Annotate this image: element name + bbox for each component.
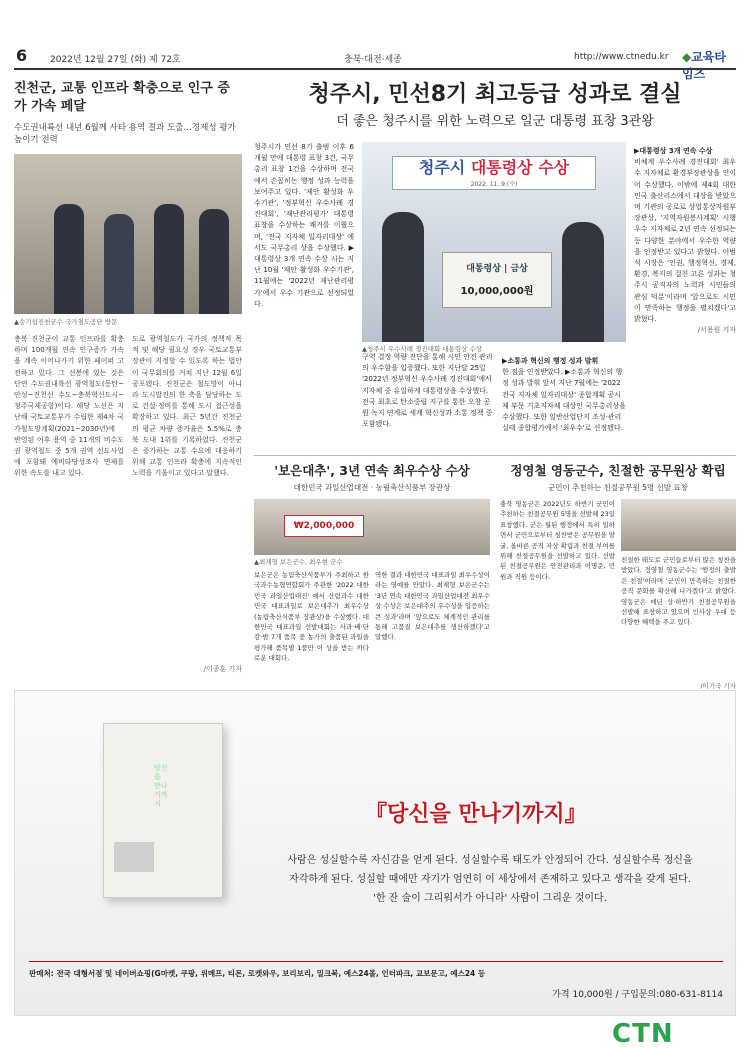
- article-yeongdong: [500, 462, 736, 690]
- left-photo-caption: ▲송기섭진천군수 국가철도공단 방문: [14, 318, 118, 326]
- main-byline: /서용원 기자: [697, 326, 736, 335]
- award-banner: [392, 156, 596, 190]
- plaque-title: 대통령상 | 금상: [466, 264, 528, 274]
- article-boeun-caption: ▲최재형 보은군수, 최우현 군수: [254, 558, 343, 566]
- site-url[interactable]: http://www.ctnedu.kr: [574, 52, 669, 62]
- secondary-articles: [254, 455, 736, 690]
- left-article-subtitle: 수도권내륙선 내년 6월께 사타 용역 결과 도출…경제성 평가 높이기 전력: [14, 123, 236, 145]
- ad-description: [255, 851, 725, 908]
- author-photo: [114, 842, 154, 872]
- person-figure: [104, 214, 134, 314]
- ad-sales-strip: [29, 961, 723, 979]
- page-number: 6: [16, 46, 28, 65]
- ad-title: 『당신을 만나기까지』: [365, 802, 587, 827]
- main-article-photo: [362, 142, 626, 342]
- ctn-logo: CTN: [612, 1019, 674, 1049]
- ad-text-line: 자각하게 된다. 성실할 때에만 자기가 엄연히 이 세상에서 존재하고 있다고 생각을 갖게 된다.: [289, 874, 691, 885]
- section-heading: ▶대통령상 3개 연속 수상: [634, 147, 713, 155]
- article-yeongdong-photo: [621, 499, 736, 551]
- person-figure: [562, 222, 604, 342]
- article-yeongdong-subtitle: 군민이 추천하는 친절공무원 5명 선발 표창: [548, 483, 688, 492]
- article-boeun-col-1: 보은군은 농림축산식품부가 주최하고 한국과수농협연합회가 주관한 '2022 대한민국 과일산업대전' 에서 산림과수 대한민국 대표과일로 보은대추가 최우수상(농림축산식품부 장관상)을 수상했다. 대한민국 대표과일 선발대회는 사과·배·단감·밤 7개 품목 중 농가의 출품된 과일을 평가해 품목별 1품만 이 상을 받는 까다로운 대회다.: [254, 571, 369, 663]
- left-article-title: 진천군, 교통 인프라 확충으로 인구 증가 가속 페달: [14, 81, 230, 114]
- main-article-subtitle: 더 좋은 청주시를 위한 노력으로 일군 대통령 표창 3관왕: [336, 114, 654, 129]
- page-header: [14, 44, 736, 81]
- brand-logo: [682, 48, 736, 82]
- plaque-amount: 10,000,000원: [460, 286, 534, 297]
- main-col-right-text: 비체계 우수사례 경진대회' 최우수 지자체로 환경부장관상을 연이어 수상했다. 이밖에 제4회 대한민국 출산리스에서 대상을 받았으며 기관의 공로로 상업통상자원부 장관상, '지역자원봉사계획' 시행 우수 지자체로 2년 연속 선정되는 등 다양한 분야에서 우수한 역량을 인정받고 있다고 밝혔다. 이범석 시장은 '인권, 행정혁신, 경제, 환경, 복지의 걸친 고른 성과는 청주시 공직자의 노력과 시민들의 관심 덕분'이라며 '앞으로도 시민이 만족하는 행정을 펼치겠다'고 밝혔다.: [634, 158, 736, 324]
- article-yeongdong-title: 정영철 영동군수, 친절한 공무원상 확립: [510, 463, 726, 478]
- article-yeongdong-byline: /이기국 기자: [700, 682, 736, 690]
- article-boeun-title: '보은대추', 3년 연속 최우수상 수상: [274, 463, 470, 478]
- banner-highlight: 대통령상 수상: [470, 158, 570, 177]
- brand-icon: ◆: [682, 50, 692, 64]
- main-col-mid2-text: 한 점을 인정받았다. ▶소통과 혁신의 행정 성과 발휘 앞서 지난 7월에는 '2022 전국 지자체 일자리대상' 종합계획 공시제 부문 기초지자체 대상인 국무총리상을 수상했다. 또한 일반산업단지 조성·관리 실태 종합평가에서 '최우수'로 선정됐다.: [502, 368, 626, 433]
- ad-text-line: '한 잔 술이 그리워서가 아니라' 사람이 그리운 것이다.: [373, 893, 607, 904]
- book-cover: [103, 723, 223, 898]
- person-figure: [382, 212, 424, 342]
- article-yeongdong-col-2: 친절한 태도로 군민들로부터 많은 칭찬을 받았다. 정영철 영동군수는 '행정의 출발은 친절'이라며 '군민이 만족하는 친절한 공직 문화를 확산해 나가겠다'고 밝혔다. 영동군은 매년 상·하반기 친절공무원을 선발해 표창하고 있으며 인사상 우대 등 다양한 혜택을 주고 있다.: [621, 556, 736, 627]
- article-boeun: [254, 462, 490, 676]
- award-check: ₩2,000,000: [284, 515, 364, 537]
- main-photo-caption: ▲청주시 우수사례 경진대회 대통령상 수상: [362, 345, 483, 353]
- article-boeun-photo: [254, 499, 490, 555]
- main-col-mid: 구역 결정 역량 진단을 통해 시민 안전 관리의 우수함을 입증했다. 또한 지난달 25일 '2022년 정부혁신 우수사례 경진대회'에서 지자체 중 유일하게 대통령상을 수상했다. 전국 최초로 탄소중립 지구를 통한 오창 공원 녹지 연계로 세계 혁신성과 소통 정책 중 포함됐다.: [362, 353, 493, 429]
- main-article: [254, 80, 736, 450]
- left-col-1: 충북 진천군이 교통 인프라를 확충하며 100개월 연속 인구증가 가속을 계속 이어나가기 위한 페이퍼 고전하고 있다. 그 선봉에 있는 것은 단연 수도권내륙선 광역철도(동탄~안성~진천선 수도~충북혁신도시~청주국제공항)이다. 해당 노선은 지난해 국토교통부가 수립한 제4차 국가철도망계획(2021~2030년)에 반영된 이후 용역 중 11개의 비수도권 광역철도 중 5개 권역 선도사업에 포함돼 예비타당성조사 면제를 위한 속도를 내고 있다.: [14, 335, 124, 478]
- article-yeongdong-col-1: 충북 영동군은 2022년도 하반기 군민이 추천하는 친절공무원 5명을 선발해 23일 표창했다. 군은 월된 행정에서 특히 일하면서 군민으로부터 칭찬받은 공무원을 발굴, 올바른 공직 자상 확립과 친절 부여를 위해 친절공무원을 선발하고 있다. 선발된 친절공무원은 안전관리과 이명준, 민원과 직원 등이다.: [500, 500, 615, 581]
- section-heading: ▶소통과 혁신의 행정 성과 발휘: [502, 357, 599, 365]
- ad-price: 가격 10,000원 / 구입문의:080-631-8114: [552, 990, 723, 1000]
- person-figure: [54, 204, 84, 314]
- region-label: 충북·대전·세종: [344, 55, 402, 65]
- issue-date: 2022년 12월 27일 (화) 제 72호: [50, 55, 181, 65]
- article-boeun-subtitle: 대한민국 과일산업대전 · 농림축산식품부 장관상: [293, 483, 451, 492]
- brand-name: 교육타임즈: [682, 50, 727, 81]
- book-cover-title: 당신을 만나기까지: [154, 764, 168, 808]
- main-col-mid2: [502, 352, 626, 450]
- left-article: [14, 80, 242, 680]
- banner-prefix: 청주시: [418, 158, 466, 177]
- person-figure: [199, 209, 229, 314]
- left-article-photo: [14, 154, 242, 314]
- main-col-left: 청주시가 민선 8기 출범 이후 6개월 만에 대통령 표창 3건, 국무총리 표창 1건을 수상하며 전국에서 손꼽히는 행정 성과 능력을 보여주고 있다. '제안 활성화 우수기관', '정부혁신 우수사례 경진대회', '재난관리평가' 대통령 표창을 수상하는 쾌거를 이뤘으며, '전국 지자체 일자리대상' 에서도 국무총리 상을 수상했다. ▶대통령상 3개 연속 수상 시는 지난 10월 '제안 활성화 우수기관', 11월에는 '2022년 재난관리평가'에서 우수 기관으로 선정되었다.: [254, 143, 354, 308]
- ad-text-line: 사람은 성실할수록 자신감을 얻게 된다. 성실할수록 태도가 안정되어 간다. 성실할수록 정신을: [287, 855, 693, 866]
- left-byline: /이종훈 기자: [203, 665, 242, 673]
- left-col-2: 도로 광역철도가 국가의 정책적 목적 및 해당 필요성 경우 국토교통부 장관이 지정할 수 있도록 하는 법안이 국무회의를 거쳐 지난 12월 6일 공포됐다. 진천군은 철도망이 아니라 도시발전의 한 축을 담당하는 도로 건설·정비를 통해 도시 접근성을 확장하고 있다. 최근 5년간 진천군의 평균 차량 증가율은 5.5%로 충북 도내 1위를 기록하였다. 진천군은 증가하는 교통 수요에 대응하기 위해 교통 인프라 확충에 지속적인 노력을 기울이고 있다고 말했다.: [132, 335, 242, 478]
- award-plaque: [442, 252, 552, 308]
- banner-date: 2022. 11. 9.(수): [470, 181, 518, 188]
- main-article-title: 청주시, 민선8기 최고등급 성과로 결실: [308, 82, 682, 107]
- book-advertisement: [14, 690, 736, 1016]
- article-boeun-col-2: 역한 결과 대한민국 대표과일 최우수상이라는 영예를 안았다. 최재형 보은군수는 '3년 연속 대한민국 과일산업대전 최우수상 수상은 보은대추의 우수성을 입증하는 큰 성과'라며 '앞으로도 체계적인 관리를 통해 고품질 보은대추를 생산하겠다'고 말했다.: [375, 571, 490, 642]
- ad-sales-outlets: 판매처: 전국 대형서점 및 네이버쇼핑(G마켓, 쿠팡, 위메프, 티몬, 로켓와우, 보리보리, 밀크북, 예스24몰, 인터파크, 교보문고, 예스24 등: [29, 969, 486, 978]
- main-col-right: [634, 142, 736, 450]
- person-figure: [154, 204, 184, 314]
